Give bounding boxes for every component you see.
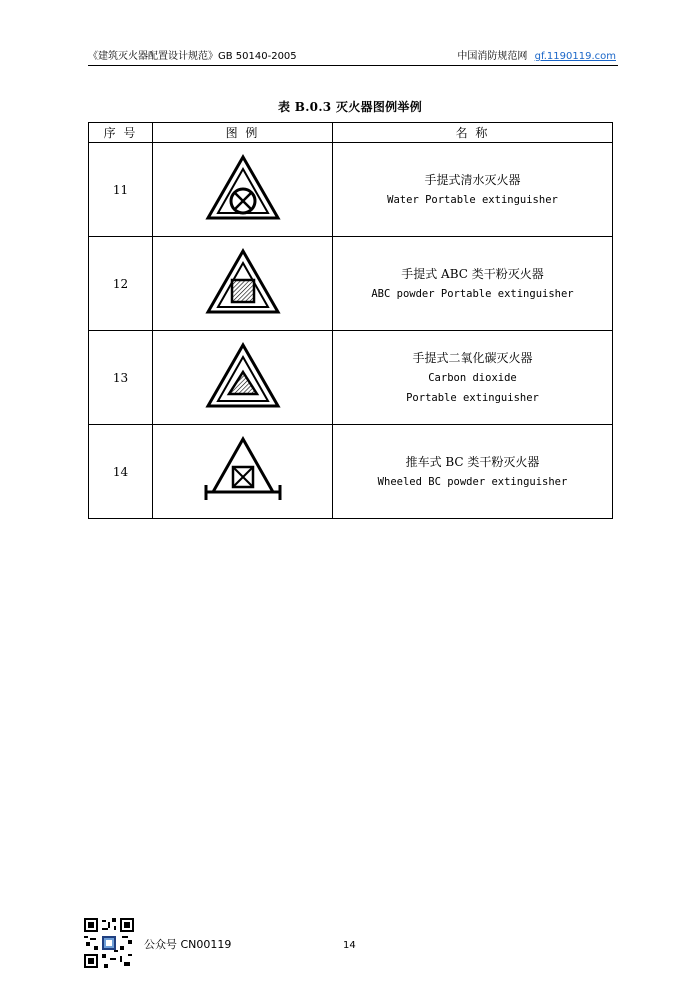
qr-code-icon[interactable] — [84, 918, 134, 968]
table-row — [89, 143, 613, 237]
name-chinese: 手提式二氧化碳灭火器 — [412, 350, 533, 365]
row-name-cell — [333, 425, 613, 519]
row-number: 13 — [89, 331, 153, 425]
triangle-hatched-triangle-icon — [205, 342, 281, 410]
name-english: Wheeled BC powder extinguisher — [377, 475, 568, 488]
name-english: Carbon dioxide — [428, 371, 517, 384]
name-english: Portable extinguisher — [406, 391, 539, 404]
table-row — [89, 425, 613, 519]
table-row — [89, 331, 613, 425]
header-site-name: 中国消防规范网 — [457, 51, 528, 62]
extinguisher-legend-table — [88, 122, 613, 519]
triangle-hatched-square-icon — [205, 248, 281, 316]
header-document-title: 《建筑灭火器配置设计规范》GB 50140-2005 — [88, 51, 297, 62]
wheeled-triangle-square-x-icon — [200, 436, 286, 504]
name-chinese: 手提式 ABC 类干粉灭火器 — [401, 266, 544, 281]
row-symbol-cell — [153, 237, 333, 331]
header-site — [457, 50, 616, 64]
column-header-name: 名 称 — [333, 123, 613, 143]
name-chinese: 手提式清水灭火器 — [424, 172, 521, 187]
row-symbol-cell — [153, 331, 333, 425]
name-english: Water Portable extinguisher — [387, 193, 558, 206]
name-chinese: 推车式 BC 类干粉灭火器 — [405, 454, 540, 469]
name-english: ABC powder Portable extinguisher — [371, 287, 574, 300]
row-symbol-cell — [153, 143, 333, 237]
table-row — [89, 237, 613, 331]
row-name-cell — [333, 331, 613, 425]
page-number: 14 — [343, 940, 356, 951]
row-name-cell — [333, 237, 613, 331]
row-name-cell — [333, 143, 613, 237]
page-header — [88, 49, 618, 66]
row-number: 14 — [89, 425, 153, 519]
row-number: 12 — [89, 237, 153, 331]
header-site-link[interactable]: gf.1190119.com — [534, 51, 616, 62]
column-header-symbol: 图 例 — [153, 123, 333, 143]
wechat-account-label: 公众号 CN00119 — [144, 938, 232, 951]
triangle-circle-x-icon — [205, 154, 281, 222]
table-title: 表 B.0.3 灭火器图例举例 — [277, 100, 423, 114]
table-header-row — [89, 123, 613, 143]
row-symbol-cell — [153, 425, 333, 519]
row-number: 11 — [89, 143, 153, 237]
column-header-number: 序 号 — [89, 123, 153, 143]
